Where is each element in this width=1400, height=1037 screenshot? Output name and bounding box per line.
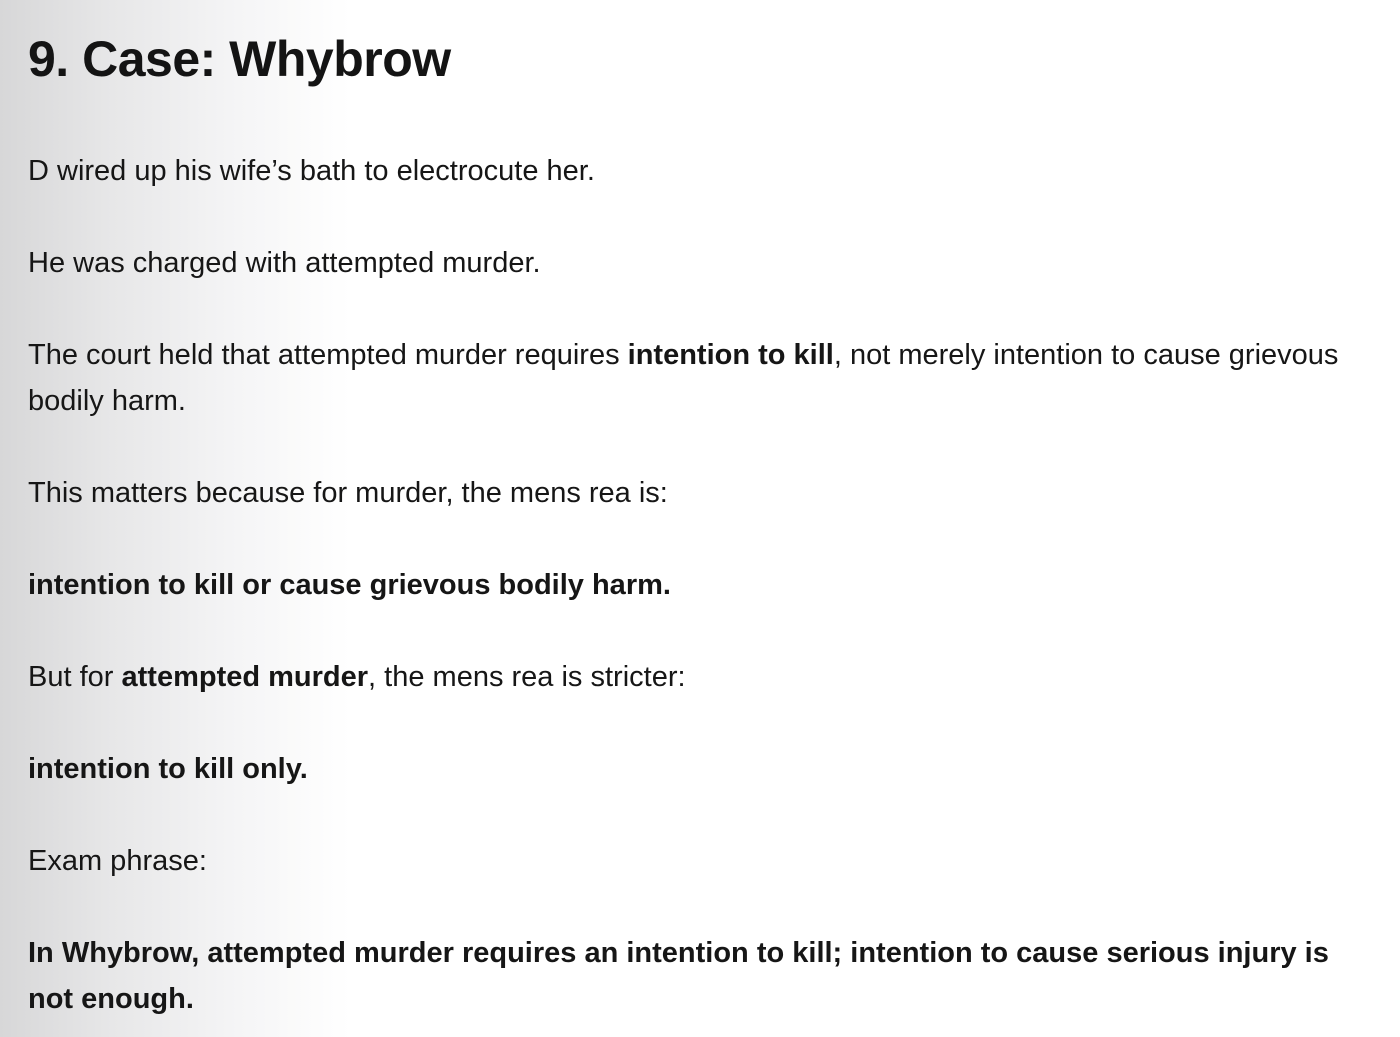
text-segment: This matters because for murder, the mens rea is: bbox=[28, 477, 668, 509]
text-segment-bold: In Whybrow, attempted murder requires an intention to kill; intention to cause serious injury is not enough. bbox=[28, 937, 1329, 1015]
paragraph-murder-mens-rea-intro bbox=[28, 470, 1366, 516]
text-segment: D wired up his wife’s bath to electrocute her. bbox=[28, 155, 595, 187]
text-segment-bold: intention to kill or cause grievous bodily harm. bbox=[28, 569, 671, 601]
text-segment-bold: intention to kill only. bbox=[28, 753, 308, 785]
paragraph-attempted-murder-intro bbox=[28, 654, 1366, 700]
text-segment: But for bbox=[28, 661, 122, 693]
text-segment: , not merely intention to cause grievous bodily harm. bbox=[28, 339, 1339, 417]
text-segment: Exam phrase: bbox=[28, 845, 207, 877]
paragraph-exam-phrase-label bbox=[28, 838, 1366, 884]
text-segment: The court held that attempted murder requires bbox=[28, 339, 628, 371]
paragraph-case-facts bbox=[28, 148, 1366, 194]
text-segment: He was charged with attempted murder. bbox=[28, 247, 541, 279]
paragraph-murder-mens-rea bbox=[28, 562, 1366, 608]
paragraph-exam-phrase bbox=[28, 930, 1366, 1022]
paragraph-charge bbox=[28, 240, 1366, 286]
page-title: 9. Case: Whybrow bbox=[28, 31, 451, 87]
text-segment-bold: intention to kill bbox=[627, 339, 834, 371]
text-segment-bold: attempted murder bbox=[121, 661, 369, 693]
paragraph-attempted-murder-mens-rea bbox=[28, 746, 1366, 792]
paragraph-court-holding bbox=[28, 332, 1366, 424]
text-segment: , the mens rea is stricter: bbox=[368, 661, 686, 693]
